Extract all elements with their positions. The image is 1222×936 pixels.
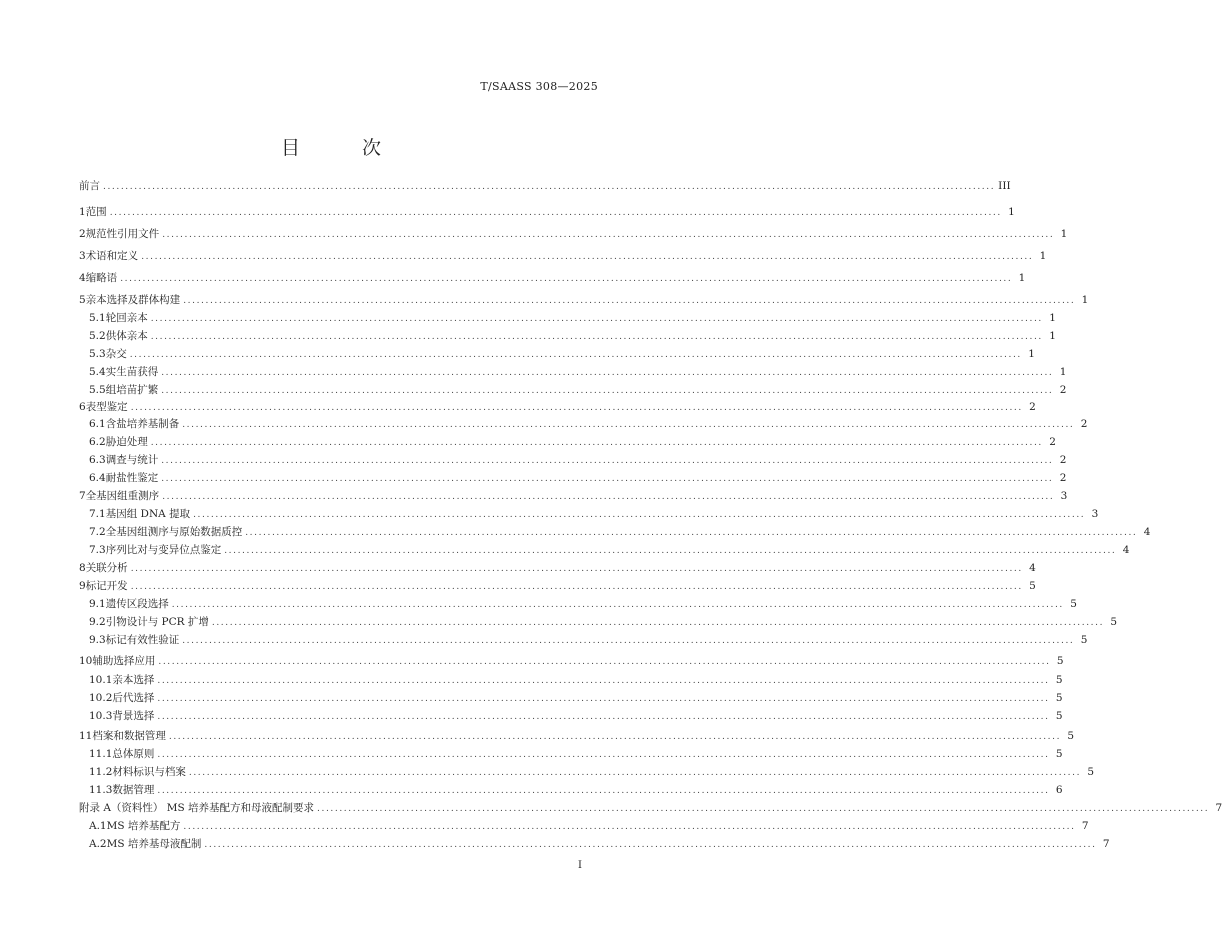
toc-entry-number: 10.1 bbox=[89, 674, 113, 686]
toc-leader-dots: ........................................................................................................................................................................................................ bbox=[103, 182, 996, 192]
toc-leader-dots: ........................................................................................................................................................................................................ bbox=[130, 582, 1023, 592]
toc-entry-page: 1 bbox=[1008, 206, 1015, 218]
toc-entry-number: 9 bbox=[79, 580, 86, 592]
toc-leader-dots: ........................................................................................................................................................................................................ bbox=[162, 230, 1055, 240]
toc-entry[interactable] bbox=[79, 818, 1089, 836]
toc-entry-title: 表型鉴定 bbox=[85, 401, 128, 413]
toc-entry-title: 前言 bbox=[79, 180, 100, 192]
toc-entry[interactable] bbox=[79, 416, 1088, 434]
toc-leader-dots: ........................................................................................................................................................................................................ bbox=[129, 350, 1022, 360]
toc-entry-number: 5.3 bbox=[89, 348, 106, 360]
toc-entry[interactable] bbox=[79, 434, 1056, 452]
toc-entry-number: 11 bbox=[79, 730, 93, 742]
toc-entry[interactable] bbox=[79, 346, 1035, 364]
toc-entry-page: 3 bbox=[1091, 508, 1099, 520]
toc-leader-dots: ........................................................................................................................................................................................................ bbox=[157, 786, 1050, 796]
toc-entry-title: 术语和定义 bbox=[85, 250, 139, 262]
toc-entry-title: 总体原则 bbox=[112, 748, 155, 760]
toc-entry[interactable] bbox=[79, 542, 1130, 560]
toc-entry-page: 2 bbox=[1059, 472, 1067, 484]
toc-entry-title: 引物设计与 PCR 扩增 bbox=[105, 616, 209, 628]
toc-entry-page: 4 bbox=[1143, 526, 1151, 538]
toc-entry[interactable] bbox=[79, 226, 1068, 244]
toc-entry-number: 9.1 bbox=[89, 598, 106, 610]
toc-entry[interactable] bbox=[79, 270, 1026, 288]
toc-entry[interactable] bbox=[79, 328, 1056, 346]
toc-entry-number: 5.4 bbox=[89, 366, 106, 378]
toc-entry[interactable] bbox=[79, 708, 1063, 726]
document-code: T/SAASS 308—2025 bbox=[480, 80, 598, 93]
toc-entry-number: 10 bbox=[79, 655, 93, 667]
toc-entry-number: 4 bbox=[79, 272, 86, 284]
toc-entry[interactable] bbox=[79, 524, 1151, 542]
toc-leader-dots: ........................................................................................................................................................................................................ bbox=[141, 252, 1034, 262]
toc-entry-title: 数据管理 bbox=[112, 784, 155, 796]
toc-leader-dots: ........................................................................................................................................................................................................ bbox=[188, 768, 1082, 778]
toc-entry-page: III bbox=[998, 180, 1011, 192]
toc-entry-number: 10.3 bbox=[89, 710, 113, 722]
toc-entry-title: 组培苗扩繁 bbox=[105, 384, 159, 396]
toc-entry[interactable] bbox=[79, 560, 1036, 578]
toc-entry-title: 全基因组重测序 bbox=[85, 490, 160, 502]
toc-leader-dots: ........................................................................................................................................................................................................ bbox=[130, 564, 1023, 574]
toc-entry-number: 6 bbox=[79, 401, 86, 413]
toc-entry-page: 5 bbox=[1055, 748, 1063, 760]
toc-entry[interactable] bbox=[79, 672, 1063, 690]
toc-entry[interactable] bbox=[79, 178, 1011, 196]
page-number: I bbox=[578, 860, 582, 871]
toc-entry-number: 5.5 bbox=[89, 384, 106, 396]
toc-entry-number: 3 bbox=[79, 250, 86, 262]
toc-entry-page: 1 bbox=[1018, 272, 1026, 284]
toc-entry-number: 11.2 bbox=[89, 766, 113, 778]
toc-leader-dots: ........................................................................................................................................................................................................ bbox=[150, 438, 1043, 448]
toc-entry[interactable] bbox=[79, 506, 1099, 524]
toc-entry-number: A.1 bbox=[89, 820, 107, 832]
toc-entry-page: 1 bbox=[1059, 366, 1067, 378]
toc-entry-page: 1 bbox=[1049, 312, 1056, 324]
toc-entry-title: 标记有效性验证 bbox=[105, 634, 180, 646]
toc-leader-dots: ........................................................................................................................................................................................................ bbox=[162, 492, 1055, 502]
toc-entry-page: 5 bbox=[1067, 730, 1075, 742]
toc-entry-title: 遗传区段选择 bbox=[105, 598, 169, 610]
toc-entry[interactable] bbox=[79, 310, 1056, 328]
toc-entry-title: 亲本选择及群体构建 bbox=[85, 294, 181, 306]
toc-entry-title: 含盐培养基制备 bbox=[105, 418, 180, 430]
toc-leader-dots: ........................................................................................................................................................................................................ bbox=[130, 403, 1023, 413]
toc-entry[interactable] bbox=[79, 614, 1118, 632]
toc-leader-dots: ........................................................................................................................................................................................................ bbox=[317, 804, 1210, 814]
toc-entry[interactable] bbox=[79, 632, 1088, 650]
toc-entry[interactable] bbox=[79, 764, 1095, 782]
toc-entry[interactable] bbox=[79, 364, 1067, 382]
toc-entry-page: 1 bbox=[1081, 294, 1089, 306]
toc-entry-title: MS 培养基母液配制 bbox=[106, 838, 202, 850]
toc-entry[interactable] bbox=[79, 746, 1063, 764]
toc-entry-title: 档案和数据管理 bbox=[92, 730, 166, 742]
toc-entry-page: 7 bbox=[1215, 802, 1222, 814]
toc-entry-title: 亲本选择 bbox=[112, 674, 155, 686]
toc-entry[interactable] bbox=[79, 596, 1077, 614]
toc-entry-page: 2 bbox=[1029, 401, 1036, 413]
toc-entry-number: 5.1 bbox=[89, 312, 106, 324]
toc-leader-dots: ........................................................................................................................................................................................................ bbox=[171, 600, 1064, 610]
toc-leader-dots: ........................................................................................................................................................................................................ bbox=[157, 712, 1050, 722]
toc-entry-number: 9.2 bbox=[89, 616, 106, 628]
toc-leader-dots: ........................................................................................................................................................................................................ bbox=[161, 456, 1054, 466]
toc-entry-title: 标记开发 bbox=[85, 580, 128, 592]
toc-entry-page: 5 bbox=[1055, 710, 1063, 722]
toc-leader-dots: ........................................................................................................................................................................................................ bbox=[182, 420, 1075, 430]
toc-entry-page: 4 bbox=[1122, 544, 1130, 556]
toc-entry[interactable] bbox=[79, 399, 1036, 417]
toc-entry-number: 7.3 bbox=[89, 544, 106, 556]
toc-entry[interactable] bbox=[79, 452, 1067, 470]
toc-leader-dots: ........................................................................................................................................................................................................ bbox=[109, 208, 1002, 218]
toc-leader-dots: ........................................................................................................................................................................................................ bbox=[182, 636, 1075, 646]
toc-entry-title: 实生苗获得 bbox=[105, 366, 159, 378]
toc-leader-dots: ........................................................................................................................................................................................................ bbox=[245, 528, 1138, 538]
toc-entry-page: 2 bbox=[1080, 418, 1088, 430]
toc-entry-title: 杂交 bbox=[105, 348, 127, 360]
toc-entry-page: 5 bbox=[1070, 598, 1077, 610]
toc-entry-page: 5 bbox=[1056, 655, 1064, 667]
toc-entry-title: 材料标识与档案 bbox=[112, 766, 186, 778]
toc-entry-number: 9.3 bbox=[89, 634, 106, 646]
toc-entry-page: 1 bbox=[1060, 228, 1068, 240]
toc-entry-title: 附录 A（资料性） MS 培养基配方和母液配制要求 bbox=[79, 802, 315, 814]
toc-leader-dots: ........................................................................................................................................................................................................ bbox=[157, 750, 1050, 760]
toc-leader-dots: ........................................................................................................................................................................................................ bbox=[161, 368, 1054, 378]
toc-entry-number: 6.2 bbox=[89, 436, 106, 448]
toc-entry-number: 6.1 bbox=[89, 418, 106, 430]
toc-entry[interactable] bbox=[79, 204, 1015, 222]
toc-leader-dots: ........................................................................................................................................................................................................ bbox=[158, 657, 1051, 667]
toc-entry[interactable] bbox=[79, 488, 1068, 506]
toc-entry[interactable] bbox=[79, 782, 1063, 800]
toc-entry-title: 规范性引用文件 bbox=[85, 228, 160, 240]
toc-entry-number: 5 bbox=[79, 294, 86, 306]
toc-entry-number: 6.4 bbox=[89, 472, 106, 484]
toc-entry-title: 轮回亲本 bbox=[105, 312, 148, 324]
toc-entry-page: 4 bbox=[1029, 562, 1036, 574]
toc-entry-number: 1 bbox=[79, 206, 86, 218]
toc-entry-page: 5 bbox=[1055, 692, 1063, 704]
toc-entry-page: 5 bbox=[1080, 634, 1088, 646]
toc-leader-dots: ........................................................................................................................................................................................................ bbox=[161, 474, 1054, 484]
toc-entry[interactable] bbox=[79, 292, 1089, 310]
toc-entry-page: 1 bbox=[1028, 348, 1035, 360]
toc-entry-title: 供体亲本 bbox=[105, 330, 148, 342]
toc-entry[interactable] bbox=[79, 470, 1067, 488]
toc-entry-title: MS 培养基配方 bbox=[106, 820, 181, 832]
page-title: 目 次 bbox=[280, 137, 410, 159]
toc-entry-page: 7 bbox=[1102, 838, 1110, 850]
toc-leader-dots: ........................................................................................................................................................................................................ bbox=[183, 822, 1076, 832]
toc-entry-title: 序列比对与变异位点鉴定 bbox=[105, 544, 222, 556]
toc-entry[interactable] bbox=[79, 382, 1067, 400]
toc-entry[interactable] bbox=[79, 690, 1063, 708]
toc-leader-dots: ........................................................................................................................................................................................................ bbox=[204, 840, 1097, 850]
toc-entry-page: 1 bbox=[1039, 250, 1047, 262]
toc-entry-title: 基因组 DNA 提取 bbox=[105, 508, 191, 520]
toc-entry-number: A.2 bbox=[89, 838, 107, 850]
toc-leader-dots: ........................................................................................................................................................................................................ bbox=[224, 546, 1117, 556]
toc-entry-title: 胁迫处理 bbox=[105, 436, 148, 448]
toc-entry-number: 5.2 bbox=[89, 330, 106, 342]
toc-leader-dots: ........................................................................................................................................................................................................ bbox=[168, 732, 1062, 742]
toc-entry-number: 11.1 bbox=[89, 748, 113, 760]
toc-entry-page: 6 bbox=[1055, 784, 1063, 796]
toc-leader-dots: ........................................................................................................................................................................................................ bbox=[150, 332, 1043, 342]
toc-entry-page: 2 bbox=[1049, 436, 1056, 448]
toc-entry[interactable] bbox=[79, 836, 1110, 854]
toc-entry-page: 5 bbox=[1029, 580, 1036, 592]
toc-entry-title: 后代选择 bbox=[112, 692, 155, 704]
toc-entry-number: 6.3 bbox=[89, 454, 106, 466]
toc-leader-dots: ........................................................................................................................................................................................................ bbox=[157, 694, 1050, 704]
toc-entry[interactable] bbox=[79, 578, 1036, 596]
toc-entry-page: 5 bbox=[1110, 616, 1118, 628]
toc-entry[interactable] bbox=[79, 728, 1075, 746]
toc-entry-title: 范围 bbox=[85, 206, 107, 218]
toc-entry-page: 2 bbox=[1059, 384, 1067, 396]
toc-entry-page: 1 bbox=[1049, 330, 1056, 342]
toc-entry-title: 耐盐性鉴定 bbox=[105, 472, 159, 484]
toc-leader-dots: ........................................................................................................................................................................................................ bbox=[183, 296, 1076, 306]
toc-entry-number: 8 bbox=[79, 562, 86, 574]
toc-entry-number: 7.1 bbox=[89, 508, 106, 520]
toc-entry[interactable] bbox=[79, 653, 1064, 671]
toc-leader-dots: ........................................................................................................................................................................................................ bbox=[161, 386, 1054, 396]
toc-entry-title: 调查与统计 bbox=[105, 454, 159, 466]
toc-entry-page: 5 bbox=[1055, 674, 1063, 686]
toc-leader-dots: ........................................................................................................................................................................................................ bbox=[150, 314, 1043, 324]
toc-entry-page: 2 bbox=[1059, 454, 1067, 466]
toc-entry-number: 7 bbox=[79, 490, 86, 502]
toc-entry-page: 7 bbox=[1081, 820, 1089, 832]
toc-entry[interactable] bbox=[79, 800, 1222, 818]
toc-leader-dots: ........................................................................................................................................................................................................ bbox=[193, 510, 1086, 520]
toc-entry-title: 辅助选择应用 bbox=[92, 655, 156, 667]
toc-entry-number: 10.2 bbox=[89, 692, 113, 704]
toc-entry-title: 背景选择 bbox=[112, 710, 155, 722]
toc-entry-number: 11.3 bbox=[89, 784, 113, 796]
toc-entry-title: 全基因组测序与原始数据质控 bbox=[105, 526, 243, 538]
toc-leader-dots: ........................................................................................................................................................................................................ bbox=[157, 676, 1050, 686]
toc-entry-title: 缩略语 bbox=[85, 272, 118, 284]
toc-entry-title: 关联分析 bbox=[85, 562, 128, 574]
toc-entry-number: 7.2 bbox=[89, 526, 106, 538]
toc-entry-page: 5 bbox=[1087, 766, 1095, 778]
toc-entry[interactable] bbox=[79, 248, 1047, 266]
toc-entry-page: 3 bbox=[1060, 490, 1068, 502]
toc-entry-number: 2 bbox=[79, 228, 86, 240]
toc-leader-dots: ........................................................................................................................................................................................................ bbox=[211, 618, 1105, 628]
toc-leader-dots: ........................................................................................................................................................................................................ bbox=[120, 274, 1013, 284]
